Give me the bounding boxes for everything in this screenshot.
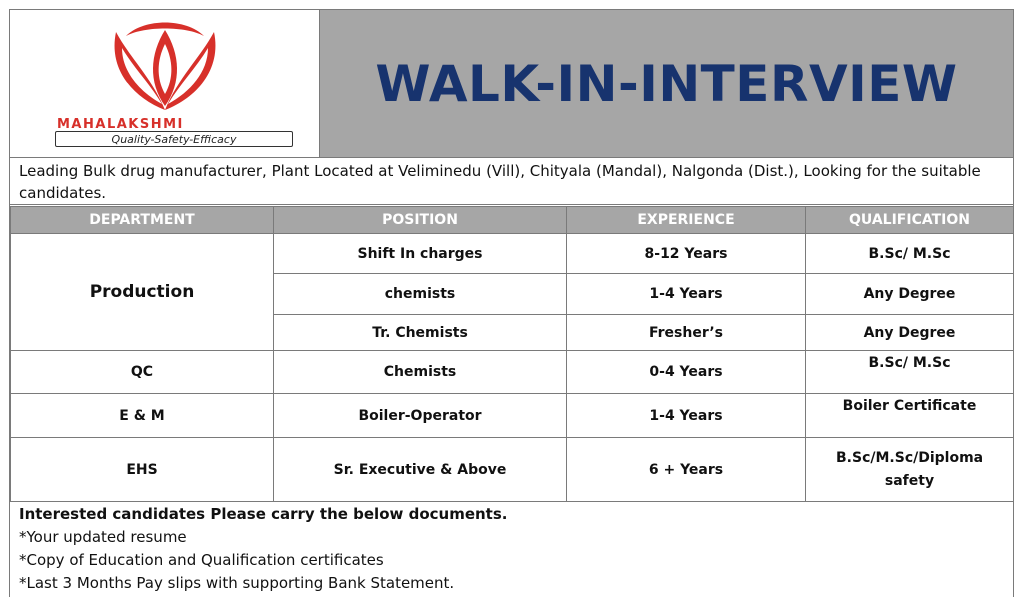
experience-cell: 0-4 Years <box>567 351 806 394</box>
qualification-cell: B.Sc/ M.Sc <box>806 234 1014 274</box>
jobs-table <box>10 206 1014 502</box>
brand-name: MAHALAKSHMI <box>57 117 184 132</box>
qualification-cell: Any Degree <box>806 315 1014 351</box>
table-row <box>11 394 1014 438</box>
experience-cell: 1-4 Years <box>567 394 806 438</box>
table-header-row <box>11 207 1014 234</box>
position-cell: Boiler-Operator <box>274 394 567 438</box>
position-cell: chemists <box>274 274 567 315</box>
company-logo <box>10 9 320 158</box>
qualification-cell: Boiler Certificate <box>806 394 1014 438</box>
qualification-cell: Any Degree <box>806 274 1014 315</box>
department-cell: Production <box>11 234 274 351</box>
position-cell: Sr. Executive & Above <box>274 438 567 502</box>
department-cell: E & M <box>11 394 274 438</box>
column-header: POSITION <box>274 207 567 234</box>
walk-in-flyer <box>9 9 1014 597</box>
experience-cell: Fresher’s <box>567 315 806 351</box>
experience-cell: 6 + Years <box>567 438 806 502</box>
column-header: EXPERIENCE <box>567 207 806 234</box>
list-item: *Your updated resume <box>19 528 187 546</box>
qualification-cell: B.Sc/M.Sc/Diploma safety <box>806 438 1014 502</box>
department-cell: EHS <box>11 438 274 502</box>
table-row <box>11 438 1014 502</box>
qualification-cell: B.Sc/ M.Sc <box>806 351 1014 394</box>
position-cell: Shift In charges <box>274 234 567 274</box>
list-item: *Last 3 Months Pay slips with supporting Bank Statement. <box>19 574 455 592</box>
position-cell: Chemists <box>274 351 567 394</box>
tagline: Quality-Safety-Efficacy <box>55 131 293 147</box>
intro-text: Leading Bulk drug manufacturer, Plant Located at Veliminedu (Vill), Chityala (Mandal), Nalgonda (Dist.), Looking for the suitable candidates. <box>10 157 1013 205</box>
documents-heading: Interested candidates Please carry the below documents. <box>19 505 508 523</box>
column-header: QUALIFICATION <box>806 207 1014 234</box>
title-banner <box>320 9 1013 158</box>
documents-section <box>10 503 1013 595</box>
department-cell: QC <box>11 351 274 394</box>
list-item: *Copy of Education and Qualification certificates <box>19 551 384 569</box>
column-header: DEPARTMENT <box>11 207 274 234</box>
red-leaf-logo-icon <box>104 18 226 114</box>
experience-cell: 1-4 Years <box>567 274 806 315</box>
page-title: WALK-IN-INTERVIEW <box>375 54 958 113</box>
table-row <box>11 351 1014 394</box>
position-cell: Tr. Chemists <box>274 315 567 351</box>
table-row <box>11 234 1014 274</box>
experience-cell: 8-12 Years <box>567 234 806 274</box>
